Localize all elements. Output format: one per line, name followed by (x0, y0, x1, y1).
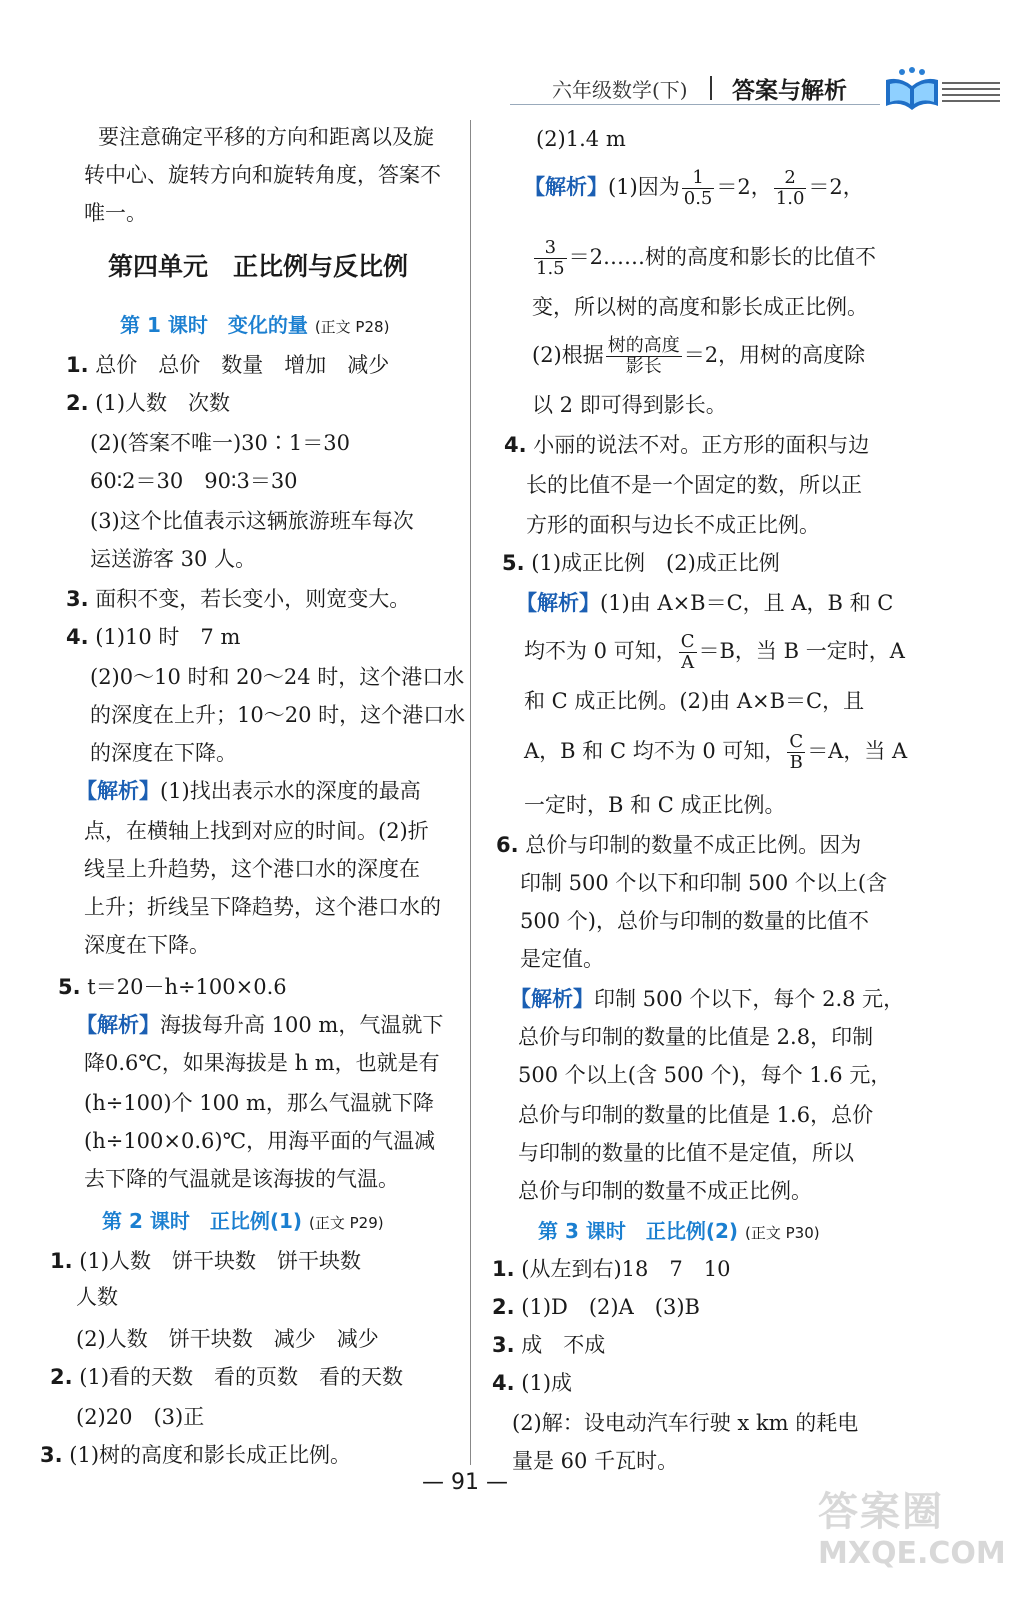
fraction (606, 336, 682, 377)
analysis-line: 与印制的数量的比值不是定值，所以 (518, 1141, 854, 1165)
lesson-ref: (正文 P30) (745, 1224, 820, 1242)
analysis-line: 变，所以树的高度和影长成正比例。 (532, 295, 868, 319)
lesson-ref: (正文 P29) (309, 1214, 384, 1232)
answer-line: (2)解：设电动汽车行驶 x km 的耗电 (512, 1411, 859, 1435)
question-2 (66, 388, 230, 418)
analysis-text: A，B 和 C 均不为 0 可知， (524, 739, 786, 763)
analysis-tag: 【解析】 (516, 591, 600, 615)
question-number: 3. (40, 1443, 63, 1467)
analysis-text: 均不为 0 可知， (524, 639, 677, 663)
question-4 (66, 622, 240, 652)
fraction (682, 168, 715, 209)
analysis-text: ＝2，用树的高度除 (683, 343, 866, 367)
fraction (534, 238, 567, 279)
analysis-line (524, 732, 907, 773)
lesson-title: 第 2 课时 正比例(1) (102, 1209, 303, 1233)
analysis-block (76, 776, 421, 806)
question-5 (502, 548, 780, 578)
watermark (818, 1480, 1006, 1580)
fraction (679, 632, 697, 673)
analysis-line: 和 C 成正比例。(2)由 A×B＝C，且 (524, 689, 865, 713)
analysis-line: (h÷100)个 100 m，那么气温就下降 (84, 1091, 434, 1115)
analysis-line: 以 2 即可得到影长。 (532, 393, 727, 417)
answer-line: 500 个)，总价与印制的数量的比值不 (520, 909, 869, 933)
answer-text: (1)人数 次数 (95, 391, 231, 415)
analysis-block (524, 168, 864, 209)
question-3 (492, 1330, 605, 1360)
answer-line: 60∶2＝30 90∶3＝30 (90, 469, 298, 493)
analysis-text: (1)因为 (608, 175, 680, 199)
answer-line: 是定值。 (520, 947, 604, 971)
question-number: 4. (66, 625, 89, 649)
question-1 (66, 350, 389, 380)
question-number: 6. (496, 833, 519, 857)
question-number: 1. (66, 353, 89, 377)
page-header (510, 66, 1000, 112)
analysis-line: 点，在横轴上找到对应的时间。(2)折 (84, 819, 429, 843)
answer-text: (1)看的天数 看的页数 看的天数 (79, 1365, 404, 1389)
answer-text: (1)D (2)A (3)B (521, 1295, 700, 1319)
page-number: — 91 — (422, 1470, 508, 1495)
answer-line: 的深度在下降。 (90, 741, 237, 765)
question-number: 5. (58, 975, 81, 999)
denominator: A (679, 652, 697, 673)
analysis-text: ＝2……树的高度和影长的比值不 (568, 245, 877, 269)
analysis-text: 海拔每升高 100 m，气温就下 (160, 1013, 444, 1037)
analysis-line: 深度在下降。 (84, 933, 210, 957)
answer-text: (1)成正比例 (2)成正比例 (531, 551, 780, 575)
question-number: 3. (66, 587, 89, 611)
answer-line: (2)(答案不唯一)30∶1＝30 (90, 431, 350, 455)
analysis-block (510, 984, 904, 1014)
question-1 (50, 1246, 361, 1276)
analysis-line (524, 632, 905, 673)
analysis-line: 总价与印制的数量不成正比例。 (518, 1179, 812, 1203)
analysis-tag: 【解析】 (76, 1013, 160, 1037)
answer-line: 运送游客 30 人。 (90, 547, 257, 571)
question-number: 4. (504, 433, 527, 457)
answer-line: (2)0～10 时和 20～24 时，这个港口水 (90, 665, 465, 689)
denominator: 影长 (606, 356, 682, 377)
lesson-heading (120, 310, 389, 342)
answer-text: (1)树的高度和影长成正比例。 (69, 1443, 352, 1467)
numerator: 2 (784, 167, 796, 188)
lesson-ref: (正文 P28) (314, 318, 390, 336)
header-separator (710, 76, 712, 100)
analysis-block (76, 1010, 443, 1040)
answer-line: (3)这个比值表示这辆旅游班车每次 (90, 509, 414, 533)
answer-text: (1)人数 饼干块数 饼干块数 (79, 1249, 362, 1273)
question-4 (504, 430, 869, 460)
answer-line: 长的比值不是一个固定的数，所以正 (526, 473, 862, 497)
analysis-line (532, 336, 865, 377)
answer-text: 总价与印制的数量不成正比例。因为 (525, 833, 862, 857)
header-title: 答案与解析 (732, 78, 847, 104)
analysis-line: 上升；折线呈下降趋势，这个港口水的 (84, 895, 441, 919)
denominator: 1.0 (775, 188, 805, 209)
intro-line: 要注意确定平移的方向和距离以及旋 (98, 125, 434, 149)
question-number: 2. (50, 1365, 73, 1389)
analysis-line: 500 个以上(含 500 个)，每个 1.6 元， (518, 1063, 892, 1087)
answer-line: (2)1.4 m (536, 127, 626, 151)
analysis-block (516, 588, 893, 618)
open-book-icon (882, 66, 942, 112)
answer-line: 方形的面积与边长不成正比例。 (526, 513, 820, 537)
numerator: 1 (692, 167, 704, 188)
answer-text: 小丽的说法不对。正方形的面积与边 (533, 433, 870, 457)
question-2 (492, 1292, 700, 1322)
question-number: 2. (66, 391, 89, 415)
question-number: 5. (502, 551, 525, 575)
question-2 (50, 1362, 403, 1392)
analysis-line: 一定时，B 和 C 成正比例。 (524, 793, 786, 817)
answer-line: 印制 500 个以下和印制 500 个以上(含 (520, 871, 888, 895)
answer-line: (2)20 (3)正 (76, 1405, 205, 1429)
header-stripes (942, 82, 1000, 102)
question-number: 2. (492, 1295, 515, 1319)
analysis-tag: 【解析】 (76, 779, 160, 803)
answer-text: 成 不成 (521, 1333, 606, 1357)
unit-title: 第四单元 正比例与反比例 (108, 252, 409, 281)
answer-text: (1)10 时 7 m (95, 625, 241, 649)
answer-text: t＝20－h÷100×0.6 (87, 975, 287, 999)
analysis-text: (2)根据 (532, 343, 604, 367)
lesson-heading (102, 1206, 384, 1238)
analysis-tag: 【解析】 (524, 175, 608, 199)
question-number: 1. (492, 1257, 515, 1281)
analysis-text: (1)由 A×B＝C，且 A，B 和 C (600, 591, 894, 615)
analysis-line: 降0.6℃，如果海拔是 h m，也就是有 (84, 1051, 440, 1075)
analysis-text: (1)找出表示水的深度的最高 (160, 779, 421, 803)
question-number: 1. (50, 1249, 73, 1273)
analysis-line: 去下降的气温就是该海拔的气温。 (84, 1167, 399, 1191)
watermark-site: MXQE.COM (818, 1536, 1006, 1571)
analysis-line: 线呈上升趋势，这个港口水的深度在 (84, 857, 420, 881)
numerator: C (680, 631, 695, 652)
analysis-tag: 【解析】 (510, 987, 594, 1011)
intro-line: 转中心、旋转方向和旋转角度，答案不 (84, 163, 441, 187)
question-3 (40, 1440, 351, 1470)
answer-text: 总价 总价 数量 增加 减少 (95, 353, 390, 377)
answer-text: (1)成 (521, 1371, 573, 1395)
question-4 (492, 1368, 572, 1398)
answer-line: 人数 (76, 1285, 118, 1309)
numerator: 树的高度 (607, 335, 680, 356)
lesson-heading (538, 1216, 820, 1248)
numerator: C (789, 731, 804, 752)
question-number: 3. (492, 1333, 515, 1357)
analysis-line (532, 238, 876, 279)
analysis-text: ＝A，当 A (807, 739, 908, 763)
fraction (787, 732, 805, 773)
lesson-title: 第 1 课时 变化的量 (120, 313, 308, 337)
analysis-line: (h÷100×0.6)℃，用海平面的气温减 (84, 1129, 436, 1153)
question-3 (66, 584, 410, 614)
analysis-text: 印制 500 个以下，每个 2.8 元， (594, 987, 905, 1011)
lesson-title: 第 3 课时 正比例(2) (538, 1219, 739, 1243)
denominator: 0.5 (683, 188, 713, 209)
column-divider (470, 120, 471, 1465)
answer-text: 面积不变，若长变小，则宽变大。 (95, 587, 411, 611)
analysis-text: ＝2， (716, 175, 772, 199)
question-5 (58, 972, 287, 1002)
intro-line: 唯一。 (84, 201, 147, 225)
analysis-text: ＝B，当 B 一定时，A (698, 639, 905, 663)
watermark-stamp: 答案圈 (818, 1489, 944, 1535)
question-1 (492, 1254, 730, 1284)
header-subtitle: 六年级数学(下) (552, 78, 688, 102)
denominator: 1.5 (536, 258, 565, 279)
analysis-line: 总价与印制的数量的比值是 1.6，总价 (518, 1103, 874, 1127)
question-number: 4. (492, 1371, 515, 1395)
analysis-text: ＝2， (808, 175, 864, 199)
question-6 (496, 830, 861, 860)
fraction (774, 168, 807, 209)
numerator: 3 (544, 237, 557, 258)
answer-text: (从左到右)18 7 10 (521, 1257, 731, 1281)
analysis-line: 总价与印制的数量的比值是 2.8，印制 (518, 1025, 874, 1049)
answer-line: (2)人数 饼干块数 减少 减少 (76, 1327, 379, 1351)
answer-line: 量是 60 千瓦时。 (512, 1449, 679, 1473)
denominator: B (787, 752, 805, 773)
answer-line: 的深度在上升；10～20 时，这个港口水 (90, 703, 466, 727)
